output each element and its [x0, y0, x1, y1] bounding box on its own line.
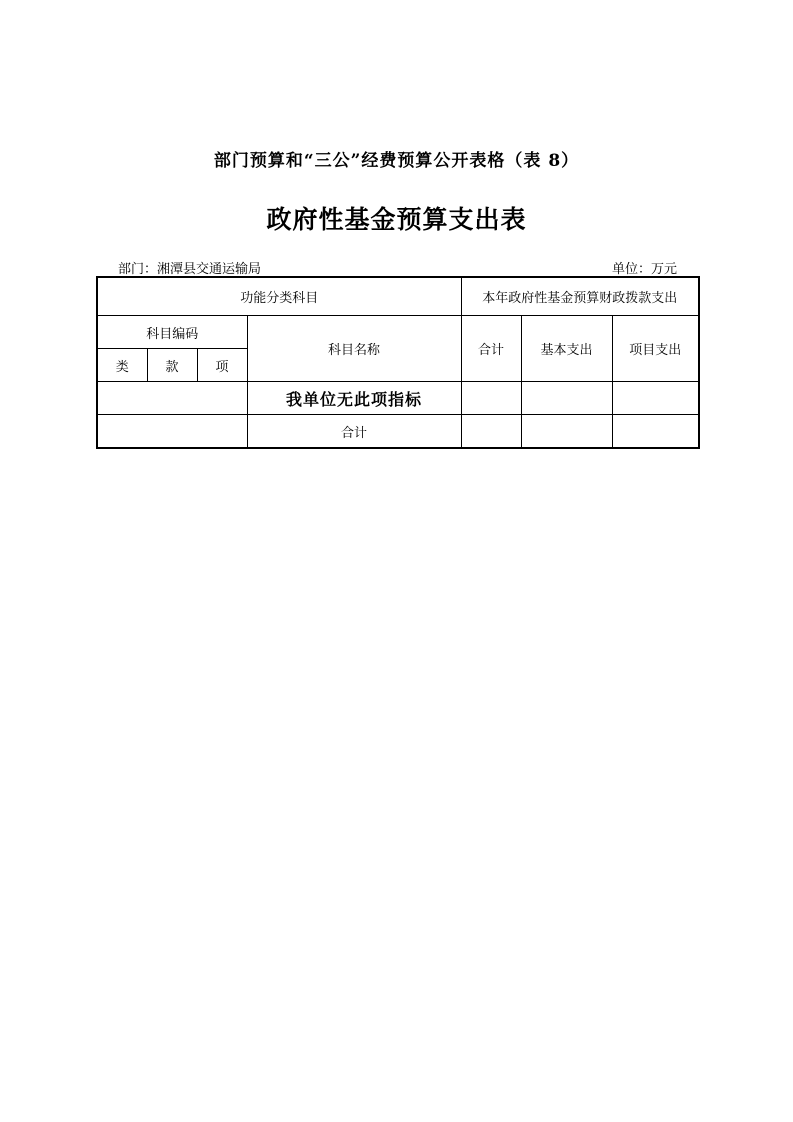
table-total-row: [97, 415, 699, 449]
document-heading: 部门预算和“三公”经费预算公开表格（表 8）: [213, 151, 580, 171]
basic-cell: [521, 382, 612, 415]
header-project-expenditure: 项目支出: [612, 316, 699, 382]
table-subheader-row: [97, 316, 699, 349]
table-header-row: [97, 277, 699, 316]
project-cell: [612, 382, 699, 415]
total-project-cell: [612, 415, 699, 449]
unit-label: 单位：万元: [611, 262, 677, 277]
header-item: 项: [197, 349, 247, 382]
total-row-label: 合计: [247, 415, 461, 449]
total-code-cell: [97, 415, 247, 449]
header-section: 款: [147, 349, 197, 382]
budget-table: [96, 276, 700, 449]
total-basic-cell: [521, 415, 612, 449]
header-total: 合计: [461, 316, 521, 382]
header-current-year-expenditure: 本年政府性基金预算财政拨款支出: [461, 277, 699, 316]
code-cell: [97, 382, 247, 415]
document-title: 政府性基金预算支出表: [266, 205, 527, 234]
header-basic-expenditure: 基本支出: [521, 316, 612, 382]
header-subject-name: 科目名称: [247, 316, 461, 382]
header-subject-code: 科目编码: [97, 316, 247, 349]
header-class: 类: [97, 349, 147, 382]
total-sum-cell: [461, 415, 521, 449]
total-cell: [461, 382, 521, 415]
department-label: 部门：湘潭县交通运输局: [118, 262, 262, 277]
table-row: [97, 382, 699, 415]
no-data-note: 我单位无此项指标: [247, 382, 461, 415]
header-functional-classification: 功能分类科目: [97, 277, 461, 316]
